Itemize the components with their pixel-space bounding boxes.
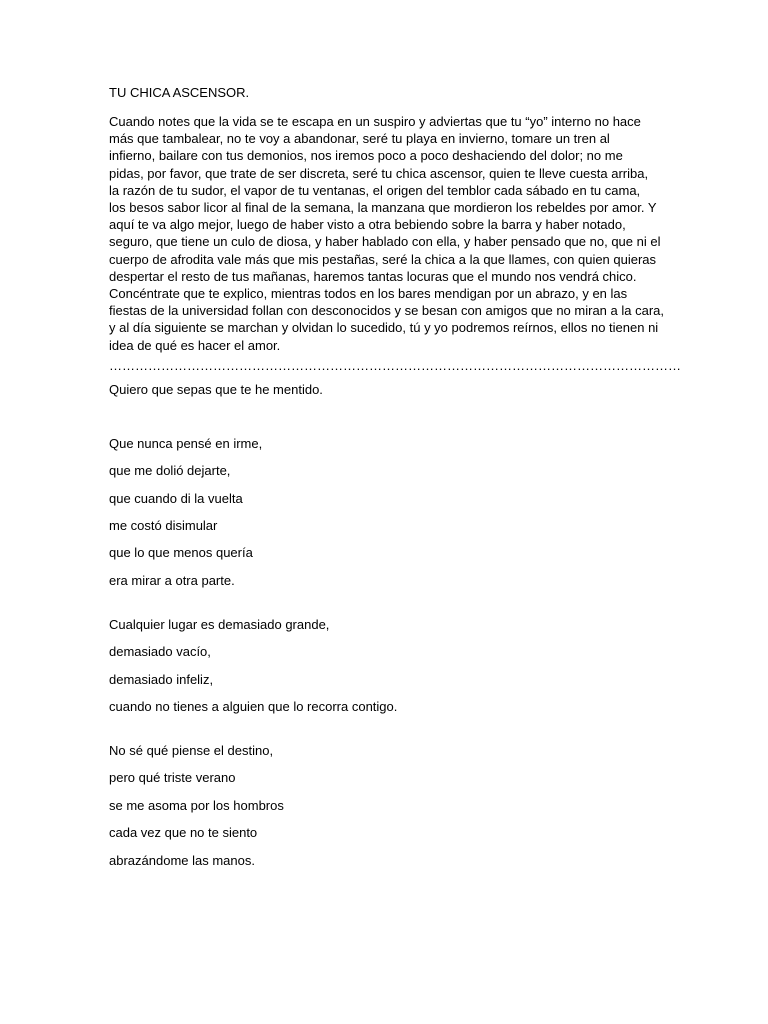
poem-stanza-3	[109, 742, 661, 869]
poem-line: cada vez que no te siento	[109, 825, 258, 841]
paragraph-line: despertar el resto de tus mañanas, haremos tantas locuras que el mundo nos vendrá chico.	[109, 268, 637, 284]
paragraph-line: infierno, bailare con tus demonios, nos iremos poco a poco deshaciendo del dolor; no me	[109, 148, 623, 164]
poem-stanza-1	[109, 435, 661, 589]
paragraph-line: Cuando notes que la vida se te escapa en un suspiro y adviertas que tu “yo” interno no hace	[109, 114, 641, 129]
poem-line: abrazándome las manos.	[109, 852, 255, 868]
poem-line: era mirar a otra parte.	[109, 572, 235, 588]
paragraph-line: fiestas de la universidad follan con desconocidos y se besan con amigos que no miran a la cara,	[109, 303, 664, 319]
paragraph-line: aquí te va algo mejor, luego de haber visto a otra bebiendo sobre la barra y haber notado,	[109, 217, 626, 233]
paragraph-line: idea de qué es hacer el amor.	[109, 337, 281, 353]
poem-line: cuando no tienes a alguien que lo recorra contigo.	[109, 698, 398, 714]
paragraph-line: Concéntrate que te explico, mientras todos en los bares mendigan por un abrazo, y en las	[109, 286, 628, 302]
poem-line: Que nunca pensé en irme,	[109, 435, 263, 451]
dotted-separator: ……………………………………………………………………………………………………………………	[109, 357, 681, 373]
paragraph-line: cuerpo de afrodita vale más que mis pestañas, seré la chica a la que llames, con quien quieras	[109, 251, 657, 267]
poem-line: se me asoma por los hombros	[109, 797, 284, 813]
paragraph-line: más que tambalear, no te voy a abandonar, seré tu playa en invierno, tomare un tren al	[109, 131, 610, 147]
poem-line: demasiado vacío,	[109, 644, 211, 660]
poem-line: Cualquier lugar es demasiado grande,	[109, 616, 330, 632]
poem-stanza-2	[109, 616, 661, 715]
poem-line: No sé qué piense el destino,	[109, 742, 274, 758]
paragraph-line: los besos sabor licor al final de la semana, la manzana que mordieron los rebeldes por amor. Y	[109, 200, 657, 216]
poem-line: que lo que menos quería	[109, 545, 253, 561]
poem-line: pero qué triste verano	[109, 770, 236, 786]
paragraph-line: seguro, que tiene un culo de diosa, y haber hablado con ella, y haber pensado que no, que ni el	[109, 234, 661, 250]
poem-line: demasiado infeliz,	[109, 671, 214, 687]
poem-line: que cuando di la vuelta	[109, 490, 243, 506]
paragraph-line: pidas, por favor, que trate de ser discreta, seré tu chica ascensor, quien te lleve cuesta arriba,	[109, 165, 649, 181]
document-title: TU CHICA ASCENSOR.	[109, 85, 250, 100]
paragraph-line: la razón de tu sudor, el vapor de tu ventanas, el origen del temblor cada sábado en tu cama,	[109, 182, 641, 198]
document-body	[109, 84, 681, 879]
opening-line: Quiero que sepas que te he mentido.	[109, 381, 323, 397]
prose-paragraph	[109, 113, 664, 354]
poem-line: que me dolió dejarte,	[109, 463, 231, 479]
paragraph-line: y al día siguiente se marchan y olvidan lo sucedido, tú y yo podremos reírnos, ellos no tienen ni	[109, 320, 659, 336]
poem-line: me costó disimular	[109, 518, 218, 534]
